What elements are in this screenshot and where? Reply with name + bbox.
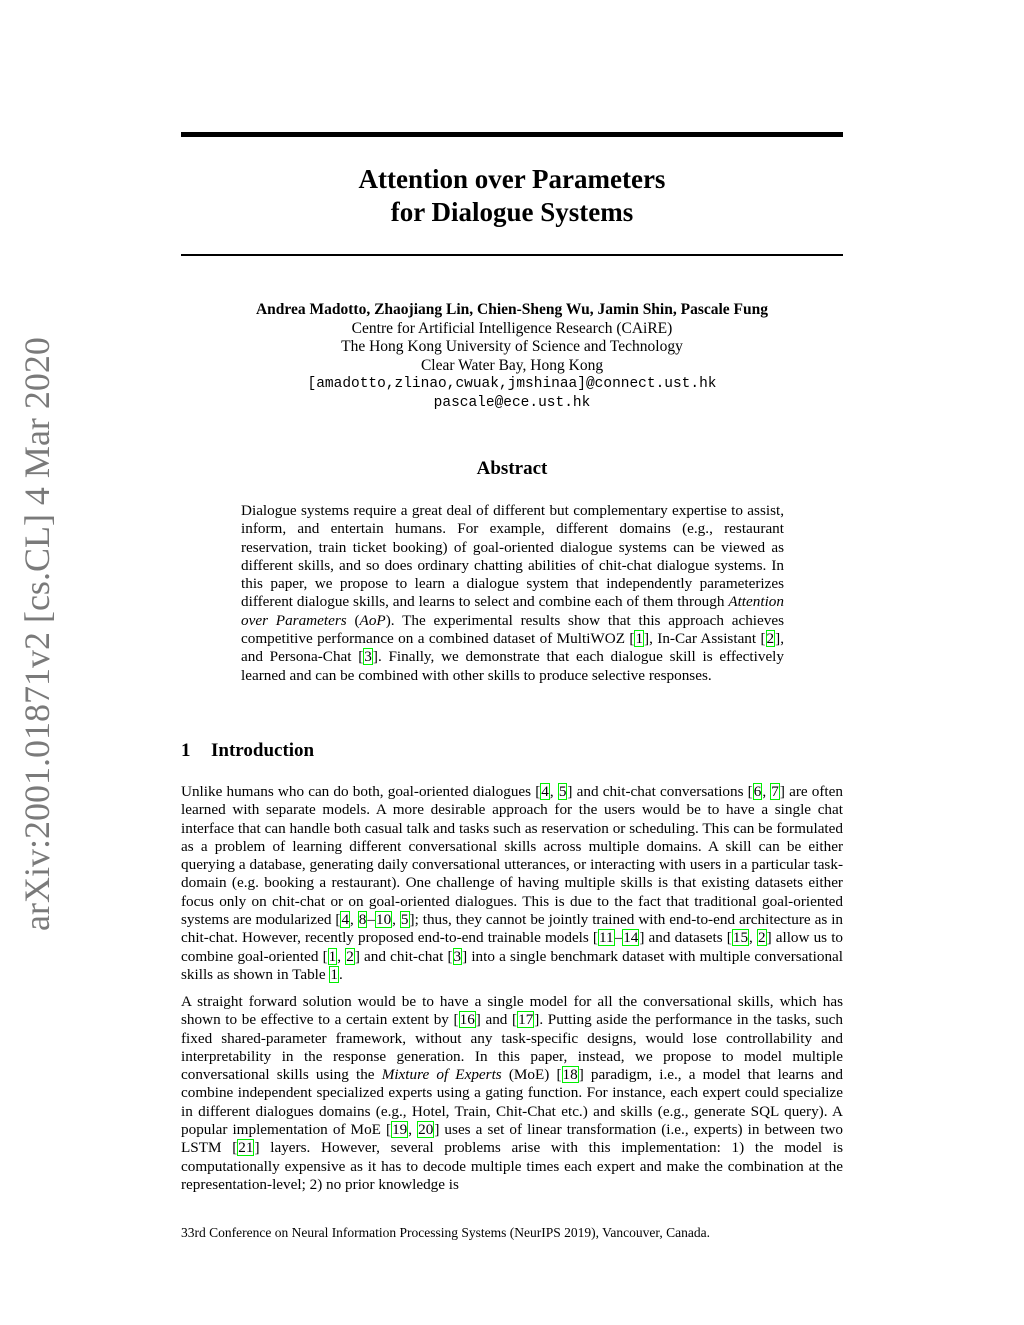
paragraph-text: ] are often learned with separate models. A more desirable approach for the users would be to have a single chat interface that can handle both casual talk and tasks such as reservation or scheduling. This can be formulated as a problem of learning different conversational skills across multiple domains. A skill can be either querying a database, generating daily conversational utterances, or interacting with users in a particular task-domain (e.g. booking a restaurant). One challenge of having multiple skills is that existing datasets either focus only on chit-chat or on goal-oriented dialogues. This is due to the fact that traditional goal-oriented systems are modularized [ [181,783,843,929]
citation-link[interactable]: 16 [459,1011,475,1029]
paragraph-italic: Mixture of Experts [381,1066,502,1084]
citation-link[interactable]: 10 [375,911,392,929]
abstract-italic: AoP [359,611,386,629]
intro-paragraph-2 [181,993,843,1194]
abstract-italic: Attention over Parameters [241,593,784,629]
citation-link[interactable]: 15 [732,929,749,947]
paragraph-text: ] paradigm, i.e., a model that learns and combine independent specialized experts using a gating function. For instance, each expert could specialize in different dialogues domains (e.g., Hotel, Train, Chit-Chat etc.) and skills (e.g., generate SQL query). A popular implementation of MoE [ [181,1066,843,1139]
affiliation-1: Centre for Artificial Intelligence Research (CAiRE) [351,319,673,337]
abstract-text: Dialogue systems require a great deal of different but complementary expertise to assist, inform, and entertain humans. For example, different domains (e.g., restaurant reservation, train ticket booking) of goal-oriented dialogue systems can be viewed as different skills, and so does ordinary chatting abilities of chit-chat dialogue systems. In this paper, we propose to learn a dialogue system that independently parameterizes different dialogue skills, and learns to select and combine each of them through [241,502,784,611]
paragraph-text: , [749,929,757,947]
paragraph-text: – [614,929,623,947]
paragraph-text: ] and chit-chat conversations [ [567,783,753,800]
paragraph-text: , [762,783,771,800]
abstract-body [241,502,784,685]
arxiv-stamp-container [14,337,60,931]
paragraph-text: ] layers. However, several problems arise with this implementation: 1) the model is computationally expensive as it has to decode multiple times each expert and make the combination at the representation-level; 2) no prior knowledge is [181,1139,843,1193]
title-line-1: Attention over Parameters [358,164,666,194]
paragraph-text: ] and chit-chat [ [354,947,453,965]
section-number: 1 [181,740,191,761]
citation-link[interactable]: 2 [346,947,354,965]
citation-link[interactable]: 3 [453,947,462,965]
abstract-heading: Abstract [476,458,548,479]
citation-link[interactable]: 20 [418,1121,434,1139]
affiliation-3: Clear Water Bay, Hong Kong [420,356,604,374]
paragraph-text: , [549,783,558,800]
abstract-text: ). The experimental results show that this approach achieves competitive performance on a combined dataset of MultiWOZ [ [241,611,785,648]
paragraph-text: , [392,911,400,929]
citation-link[interactable]: 1 [328,947,337,965]
table-reference-link[interactable]: 1 [330,965,339,983]
paragraph-text: ] uses a set of linear transformation (i.e., experts) in between two LSTM [ [181,1121,843,1157]
paragraph-text: ] and datasets [ [639,929,732,947]
title-top-rule [181,132,843,137]
paragraph-text: ] allow us to combine goal-oriented [ [181,929,844,965]
citation-link[interactable]: 17 [518,1011,534,1029]
paragraph-text: , [408,1121,418,1139]
paragraph-text: ]. Putting aside the performance in the tasks, such fixed shared-parameter framework, without any task-specific designs, would lose controllability and interpretability in the response generation. In this paper, instead, we propose to model multiple conversational skills using the [181,1011,843,1084]
citation-link[interactable]: 6 [753,783,762,800]
paragraph-text: ] into a single benchmark dataset with multiple conversational skills as shown in Table [181,947,843,983]
paragraph-text: , [337,947,346,965]
email-1: [amadotto,zlinao,cwuak,jmshinaa]@connect.ust.hk [307,376,717,392]
title-bottom-rule [181,254,843,256]
citation-link[interactable]: 5 [400,911,409,929]
arxiv-stamp: arXiv:2001.01871v2 [cs.CL] 4 Mar 2020 [17,337,57,931]
citation-link[interactable]: 2 [757,929,766,947]
citation-link[interactable]: 18 [562,1066,578,1084]
author-names: Andrea Madotto, Zhaojiang Lin, Chien-Sheng Wu, Jamin Shin, Pascale Fung [255,301,769,318]
citation-link[interactable]: 14 [623,929,639,947]
abstract-text: ], In-Car Assistant [ [644,630,766,648]
paragraph-text: – [367,911,375,929]
citation-link[interactable]: 1 [635,630,644,648]
title-line-2: for Dialogue Systems [390,197,634,227]
paper-title [181,163,843,229]
paragraph-text: ] and [ [475,1011,518,1029]
citation-link[interactable]: 4 [341,911,350,929]
paragraph-text: , [350,911,358,929]
abstract-text: ], and Persona-Chat [ [241,630,784,666]
citation-link[interactable]: 11 [598,929,614,947]
citation-link[interactable]: 4 [541,783,549,800]
email-2: pascale@ece.ust.hk [433,394,591,411]
section-heading-introduction [181,740,314,762]
citation-link[interactable]: 19 [392,1121,408,1139]
section-title: Introduction [211,740,315,761]
conference-footnote: 33rd Conference on Neural Information Processing Systems (NeurIPS 2019), Vancouver, Canada. [181,1225,710,1240]
intro-paragraph-1 [181,783,843,984]
paragraph-text: A straight forward solution would be to have a single model for all the conversational skills, which has shown to be effective to a certain extent by [ [181,993,843,1029]
citation-link[interactable]: 3 [364,648,372,666]
paragraph-text: . [339,965,343,983]
abstract-text: ]. Finally, we demonstrate that each dialogue skill is effectively learned and can be combined with other skills to produce selective responses. [241,648,784,684]
paragraph-text: ]; thus, they cannot be jointly trained with end-to-end architecture as in chit-chat. However, recently proposed end-to-end trainable models [ [181,911,844,947]
paragraph-text: Unlike humans who can do both, goal-oriented dialogues [ [181,783,541,800]
affiliation-2: The Hong Kong University of Science and Technology [341,338,683,355]
paragraph-text: (MoE) [ [501,1066,562,1084]
abstract-text: ( [346,611,360,629]
citation-link[interactable]: 7 [771,783,779,800]
author-block [181,301,843,412]
citation-link[interactable]: 2 [766,630,775,648]
citation-link[interactable]: 21 [238,1139,254,1157]
citation-link[interactable]: 5 [558,783,567,800]
citation-link[interactable]: 8 [358,911,367,929]
